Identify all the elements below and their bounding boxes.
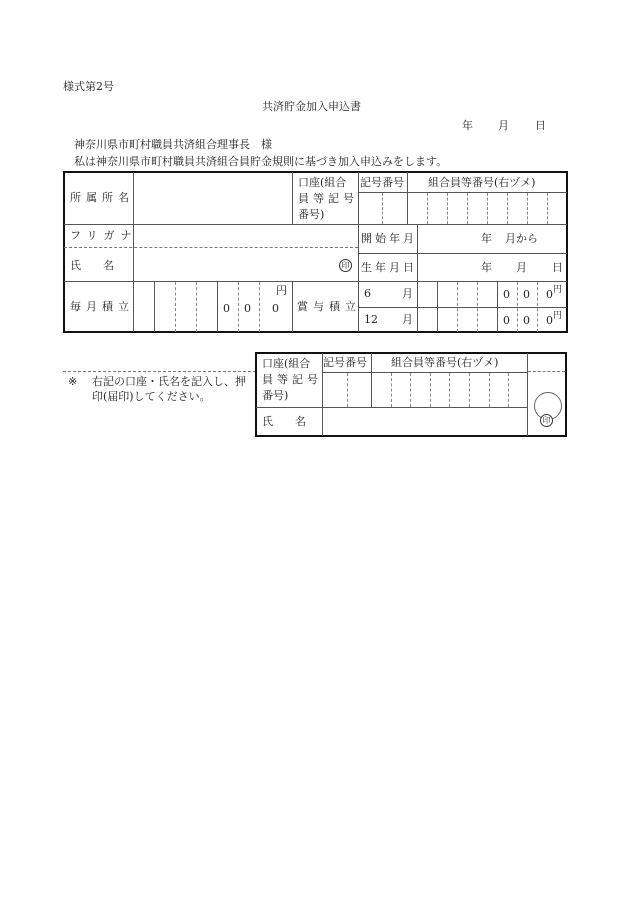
date-month-label: 月 — [498, 119, 509, 132]
note-line-2: 印(届印)してください。 — [92, 390, 211, 403]
date-day-label: 日 — [535, 119, 546, 132]
furigana-input[interactable] — [134, 225, 358, 247]
bonus-digit: 0 — [523, 288, 530, 301]
bonus-yen-2: 円 — [553, 311, 563, 321]
bonus-yen-1: 円 — [553, 285, 563, 295]
monthly-digit: 0 — [272, 302, 279, 315]
monthly-yen: 円 — [276, 284, 287, 297]
stub-member-number-header: 組合員等番号(右ヅメ) — [391, 356, 499, 369]
account-label-line1: 口座(組合 — [298, 176, 347, 189]
addressee: 神奈川県市町村職員共済組合理事長 様 — [74, 138, 272, 151]
stub-name-input[interactable] — [323, 408, 527, 435]
cut-line — [63, 371, 256, 372]
form-number: 様式第2号 — [63, 80, 114, 93]
monthly-savings-label: 毎月積立 — [70, 300, 134, 313]
stub-member-number-input[interactable] — [372, 373, 527, 407]
bonus-digit: 0 — [546, 314, 553, 327]
monthly-digit: 0 — [244, 302, 251, 315]
name-label: 氏 名 — [70, 259, 114, 272]
stub-seal-mark-icon: 印 — [540, 414, 553, 427]
account-label-line2: 員等記号 — [298, 192, 358, 205]
form-title: 共済貯金加入申込書 — [262, 100, 361, 113]
furigana-label: フリガナ — [70, 229, 138, 242]
birth-date-year: 年 — [481, 261, 492, 274]
affiliation-input[interactable] — [133, 173, 291, 223]
member-number-header: 組合員等番号(右ヅメ) — [428, 176, 536, 189]
bonus-digit: 0 — [503, 288, 510, 301]
account-label-line3: 番号) — [298, 208, 325, 221]
birth-date-input[interactable] — [418, 254, 566, 281]
bonus-month-unit-2: 月 — [402, 313, 413, 326]
stub-name-label: 氏 名 — [262, 415, 306, 428]
stub-account-label-line3: 番号) — [262, 389, 289, 402]
bonus-month-2: 12 — [364, 313, 378, 326]
birth-date-label: 生年月日 — [361, 261, 417, 274]
monthly-amount-input[interactable] — [134, 282, 216, 332]
bonus-digit: 0 — [546, 288, 553, 301]
stub-account-label-line2: 員等記号 — [262, 373, 322, 386]
bonus-june-amount-input[interactable] — [418, 282, 496, 306]
bonus-digit: 0 — [523, 314, 530, 327]
note-mark: ※ — [68, 375, 78, 388]
date-year-label: 年 — [462, 119, 473, 132]
bonus-month-1: 6 — [364, 287, 371, 300]
stub-symbol-number-header: 記号番号 — [323, 356, 367, 369]
symbol-number-header: 記号番号 — [360, 176, 404, 189]
bonus-digit: 0 — [503, 314, 510, 327]
stub-symbol-number-input[interactable] — [323, 373, 371, 407]
birth-date-day: 日 — [552, 261, 563, 274]
note-line-1: 右記の口座・氏名を記入し、押 — [92, 375, 246, 388]
stub-account-label-line1: 口座(組合 — [262, 357, 311, 370]
start-month-month: 月から — [505, 232, 538, 245]
member-number-input[interactable] — [408, 193, 566, 224]
start-month-label: 開始年月 — [361, 232, 417, 245]
monthly-digit: 0 — [223, 302, 230, 315]
start-month-year: 年 — [481, 232, 492, 245]
bonus-december-amount-input[interactable] — [418, 308, 496, 331]
seal-mark-icon: 印 — [339, 259, 352, 272]
birth-date-month: 月 — [516, 261, 527, 274]
bonus-savings-label: 賞与積立 — [297, 300, 361, 313]
bonus-month-unit-1: 月 — [402, 287, 413, 300]
symbol-number-input[interactable] — [359, 193, 407, 224]
affiliation-label: 所属所名 — [70, 191, 134, 204]
start-month-input[interactable] — [418, 225, 566, 253]
name-input[interactable] — [134, 248, 334, 281]
statement: 私は神奈川県市町村職員共済組合員貯金規則に基づき加入申込みをします。 — [74, 155, 448, 168]
